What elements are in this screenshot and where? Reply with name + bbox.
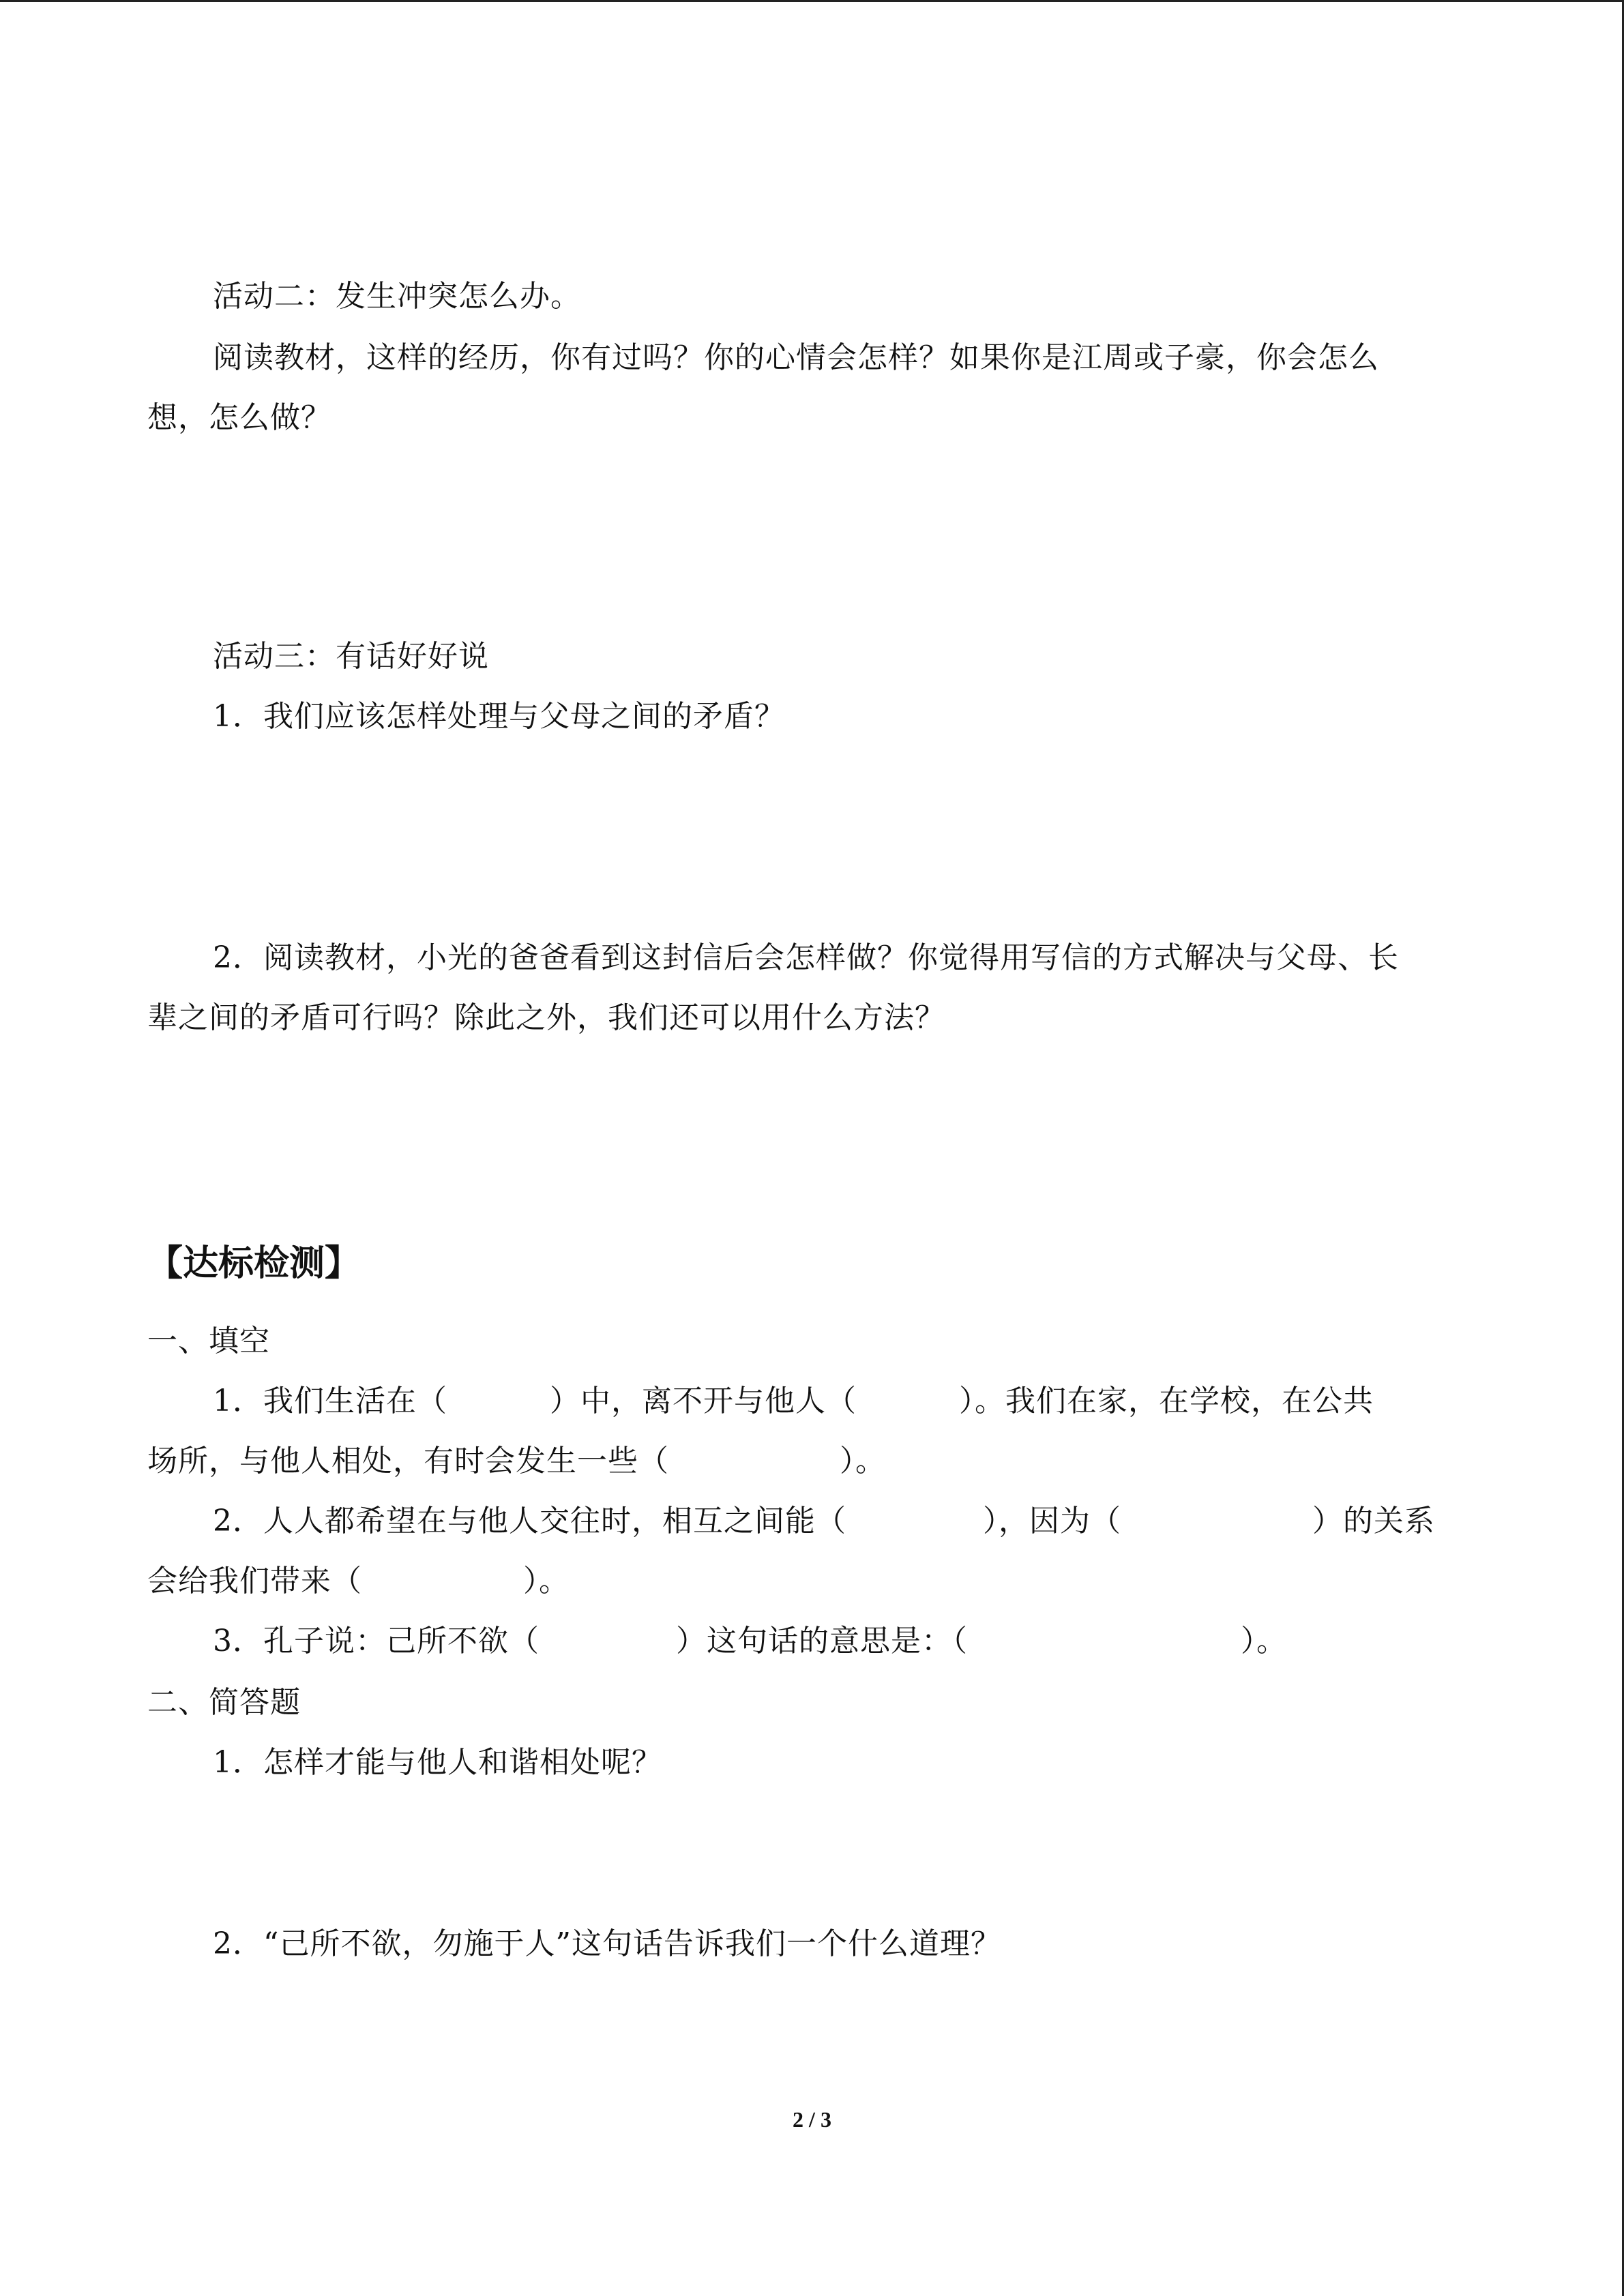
- fill1-text-a: 1．我们生活在（: [213, 1384, 447, 1418]
- short-question2: 2．“己所不欲，勿施于人”这句话告诉我们一个什么道理？: [213, 1926, 1001, 1961]
- fill-question3: [213, 1622, 1287, 1660]
- activity2-text-line1: 阅读教材，这样的经历，你有过吗？你的心情会怎样？如果你是江周或子豪，你会怎么: [213, 340, 1379, 375]
- activity3-question2-line2: 辈之间的矛盾可行吗？除此之外，我们还可以用什么方法？: [147, 1000, 945, 1035]
- activity2-title: 活动二：发生冲突怎么办。: [213, 279, 581, 314]
- fill-question1-line2: [147, 1442, 886, 1480]
- fill3-text-a: 3．孔子说：己所不欲（: [213, 1624, 540, 1658]
- activity3-question2-line1: 2．阅读教材，小光的爸爸看到这封信后会怎样做？你觉得用写信的方式解决与父母、长: [213, 940, 1399, 975]
- fill1-text-e: ）。: [840, 1444, 886, 1478]
- fill1-text-d: 场所，与他人相处，有时会发生一些（: [147, 1444, 669, 1478]
- fill1-text-c: ）。我们在家，在学校，在公共: [959, 1384, 1374, 1418]
- fill3-text-b: ）这句话的意思是：（: [676, 1624, 968, 1658]
- fill-question1-line1: [213, 1382, 1374, 1420]
- fill1-text-b: ）中，离不开与他人（: [550, 1384, 857, 1418]
- short-question1: 1．怎样才能与他人和谐相处呢？: [213, 1745, 662, 1780]
- fill2-text-b: ），因为（: [983, 1504, 1121, 1538]
- section-short-answer-title: 二、简答题: [147, 1685, 301, 1720]
- fill3-text-c: ）。: [1241, 1624, 1287, 1658]
- fill2-text-d: 会给我们带来（: [147, 1564, 362, 1598]
- fill2-text-c: ）的关系: [1312, 1504, 1435, 1538]
- section-fill-blanks-title: 一、填空: [147, 1324, 270, 1358]
- page-number: 2 / 3: [793, 2107, 831, 2132]
- activity2-text-line2: 想，怎么做？: [147, 400, 331, 435]
- fill2-text-e: ）。: [523, 1564, 570, 1598]
- fill2-text-a: 2．人人都希望在与他人交往时，相互之间能（: [213, 1504, 846, 1538]
- fill-question2-line2: [147, 1562, 570, 1600]
- test-heading: 【达标检测】: [147, 1242, 361, 1284]
- fill-question2-line1: [213, 1502, 1435, 1540]
- activity3-question1: 1．我们应该怎样处理与父母之间的矛盾？: [213, 699, 785, 734]
- activity3-title: 活动三：有话好好说: [213, 639, 489, 674]
